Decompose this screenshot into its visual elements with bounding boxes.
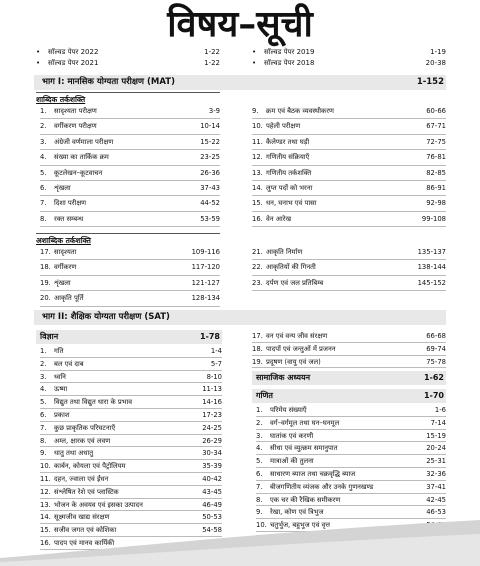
verbal-list-left xyxy=(40,104,220,227)
list-item xyxy=(252,196,446,211)
item-pages: 37-41 xyxy=(426,482,446,491)
item-number: 16. xyxy=(252,214,263,223)
item-label: पादपों एवं जन्तुओं में प्रजनन xyxy=(266,344,336,353)
list-item xyxy=(40,422,222,435)
item-pages: 7-14 xyxy=(430,418,446,427)
science-title: विज्ञान xyxy=(40,332,59,341)
item-label: मात्राओं की तुलना xyxy=(270,457,314,466)
item-label: सीधा एवं व्युत्क्रम समानुपात xyxy=(270,444,338,453)
item-pages: 1-6 xyxy=(434,406,446,414)
item-number: 5. xyxy=(40,398,47,407)
item-number: 17. xyxy=(40,248,51,256)
item-number: 13. xyxy=(252,168,263,177)
item-label: आकृति निर्माण xyxy=(266,248,303,256)
item-pages: 128-134 xyxy=(191,294,220,303)
item-pages: 20-24 xyxy=(426,444,446,453)
item-number: 7. xyxy=(40,423,47,432)
math-pages: 1-70 xyxy=(423,391,444,400)
item-label: वर्गीकरण परीक्षण xyxy=(54,122,97,131)
list-item xyxy=(40,345,222,358)
item-label: वन एवं वन्य जीव संरक्षण xyxy=(266,332,328,340)
item-number: 16. xyxy=(40,538,51,547)
item-number: 1. xyxy=(256,406,263,414)
item-number: 22. xyxy=(252,263,263,272)
social-title: सामाजिक अध्ययन xyxy=(256,373,311,382)
item-label: कूटलेखन–कूटवाचन xyxy=(54,168,103,177)
list-item xyxy=(252,47,446,58)
list-item xyxy=(40,135,220,150)
item-label: संख्या का तार्किक क्रम xyxy=(54,153,109,162)
item-pages: 15-22 xyxy=(200,137,220,146)
list-item xyxy=(256,506,446,519)
list-item xyxy=(252,58,446,69)
item-label: सादृश्यता परीक्षण xyxy=(54,107,97,115)
item-label: सॉल्वड पेपर 2022 xyxy=(48,48,99,56)
item-number: 10. xyxy=(256,521,267,530)
item-pages: 86-91 xyxy=(426,183,446,192)
item-label: क्रम एवं बैठक व्यवस्थीकरण xyxy=(266,107,334,115)
list-item xyxy=(36,47,220,58)
list-item xyxy=(252,245,446,260)
item-pages: 72-75 xyxy=(426,137,446,146)
item-number: 6. xyxy=(256,469,263,478)
list-item xyxy=(40,486,222,499)
list-item xyxy=(256,494,446,507)
item-label: धातु तथा अधातु xyxy=(54,449,94,458)
list-item xyxy=(252,260,446,275)
item-number: 6. xyxy=(40,410,47,419)
item-label: शृंखला xyxy=(54,183,71,192)
item-pages: 135-137 xyxy=(417,248,446,256)
item-pages: 46-49 xyxy=(202,500,222,509)
nonverbal-list-right xyxy=(252,245,446,291)
list-item xyxy=(256,455,446,468)
item-label: ऊष्मा xyxy=(54,385,68,394)
part1-title: भाग I: मानसिक योग्यता परीक्षण (MAT) xyxy=(42,77,175,87)
item-pages: 92-98 xyxy=(426,199,446,208)
item-number: 9. xyxy=(40,449,47,458)
item-label: विद्युत तथा विद्युत धारा के प्रभाव xyxy=(54,398,133,407)
nonverbal-heading: अशाब्दिक तर्कशक्ति xyxy=(36,233,220,246)
nonverbal-list-left xyxy=(40,245,220,307)
item-pages: 40-42 xyxy=(202,474,222,483)
item-pages: 145-152 xyxy=(417,278,446,287)
bullet-icon: • xyxy=(252,48,257,56)
item-pages: 1-22 xyxy=(204,48,220,56)
list-item xyxy=(252,135,446,150)
list-item xyxy=(252,104,446,119)
list-item xyxy=(40,447,222,460)
verbal-list-right xyxy=(252,104,446,227)
item-pages: 26-36 xyxy=(200,168,220,177)
item-pages: 117-120 xyxy=(191,263,220,272)
item-pages: 23-25 xyxy=(200,153,220,162)
item-label: चतुर्भुज, बहुभुज एवं वृत्त xyxy=(270,521,330,530)
item-label: अम्ल, क्षारक एवं लवण xyxy=(54,436,111,445)
item-pages: 8-10 xyxy=(206,372,222,381)
item-label: सॉल्वड पेपर 2019 xyxy=(264,48,315,56)
list-item xyxy=(40,181,220,196)
list-item xyxy=(40,499,222,512)
list-item xyxy=(256,417,446,430)
item-number: 7. xyxy=(256,482,263,491)
item-number: 2. xyxy=(40,359,47,368)
bullet-icon: • xyxy=(36,59,41,67)
item-pages: 121-127 xyxy=(191,278,220,287)
item-number: 3. xyxy=(256,431,263,440)
item-pages: 42-45 xyxy=(426,495,446,504)
item-pages: 50-53 xyxy=(202,513,222,522)
item-label: आकृतियों की गिनती xyxy=(266,263,316,272)
item-pages: 14-16 xyxy=(202,398,222,407)
science-cont-list xyxy=(252,330,446,368)
item-number: 12. xyxy=(252,153,263,162)
item-label: प्रकाश xyxy=(54,410,70,419)
item-number: 15. xyxy=(40,526,51,535)
item-pages: 53-59 xyxy=(200,214,220,223)
item-label: एक चर की रैखिक समीकरण xyxy=(270,495,341,504)
list-item xyxy=(40,104,220,119)
list-item xyxy=(256,404,446,417)
list-item xyxy=(40,435,222,448)
item-pages: 44-52 xyxy=(200,199,220,208)
item-label: वर्ग–वर्गमूल तथा घन–घनमूल xyxy=(270,418,340,427)
item-pages: 138-144 xyxy=(417,263,446,272)
item-number: 10. xyxy=(40,462,51,471)
list-item xyxy=(40,371,222,384)
social-heading xyxy=(252,371,446,385)
item-number: 21. xyxy=(252,248,263,256)
item-number: 3. xyxy=(40,372,47,381)
item-number: 20. xyxy=(40,294,51,303)
item-number: 2. xyxy=(40,122,47,131)
list-item xyxy=(40,245,220,260)
item-label: घातांक एवं करणी xyxy=(270,431,314,440)
list-item xyxy=(252,181,446,196)
item-pages: 25-31 xyxy=(426,457,446,466)
list-item xyxy=(40,473,222,486)
item-number: 23. xyxy=(252,278,263,287)
item-pages: 10-14 xyxy=(200,122,220,131)
item-label: धन, घनाभ एवं पासा xyxy=(266,199,317,208)
item-pages: 60-66 xyxy=(426,107,446,115)
item-pages: 76-81 xyxy=(426,153,446,162)
list-item xyxy=(40,166,220,181)
item-number: 11. xyxy=(40,474,51,483)
item-pages: 17-23 xyxy=(202,410,222,419)
list-item xyxy=(252,150,446,165)
item-label: प्रदूषण (वायु एवं जल) xyxy=(266,357,321,366)
item-label: गणितीय तर्कशक्ति xyxy=(266,168,312,177)
list-item xyxy=(252,212,446,227)
item-label: पादप एवं मानव कार्यिकी xyxy=(54,538,115,547)
item-number: 8. xyxy=(256,495,263,504)
item-label: संश्लेषित रेशे एवं प्लास्टिक xyxy=(54,487,119,496)
page-title: विषय–सूची xyxy=(167,3,313,45)
item-pages: 1-22 xyxy=(204,59,220,67)
list-item xyxy=(40,276,220,291)
list-item xyxy=(256,430,446,443)
list-item xyxy=(252,356,446,369)
item-label: कैलेण्डर तथा घड़ी xyxy=(266,137,310,146)
item-pages: 5-7 xyxy=(210,359,222,368)
item-pages: 66-68 xyxy=(426,332,446,340)
item-number: 14. xyxy=(40,513,51,522)
item-label: बल एवं दाब xyxy=(54,359,84,368)
social-pages: 1-62 xyxy=(423,373,444,382)
item-pages: 82-85 xyxy=(426,168,446,177)
list-item xyxy=(40,119,220,134)
item-pages: 67-71 xyxy=(426,122,446,131)
item-number: 12. xyxy=(40,487,51,496)
item-pages: 109-116 xyxy=(191,248,220,256)
item-number: 15. xyxy=(252,199,263,208)
footer-swoosh-shape xyxy=(0,520,480,566)
list-item xyxy=(40,150,220,165)
item-number: 9. xyxy=(252,107,259,115)
item-number: 3. xyxy=(40,137,47,146)
item-number: 18. xyxy=(40,263,51,272)
item-pages: 35-39 xyxy=(202,462,222,471)
item-number: 6. xyxy=(40,183,47,192)
item-pages: 46-53 xyxy=(426,508,446,517)
science-pages: 1-78 xyxy=(199,332,220,341)
item-label: वर्गीकरण xyxy=(54,263,77,272)
item-number: 18. xyxy=(252,344,263,353)
list-item xyxy=(40,383,222,396)
item-pages: 32-36 xyxy=(426,469,446,478)
verbal-heading: शाब्दिक तर्कशक्ति xyxy=(36,92,220,105)
part1-pages: 1-152 xyxy=(416,77,444,87)
list-item xyxy=(252,343,446,356)
science-heading xyxy=(36,330,222,344)
list-item xyxy=(252,276,446,291)
item-pages: 11-13 xyxy=(202,385,222,394)
item-label: गति xyxy=(54,347,64,355)
item-pages: 30-34 xyxy=(202,449,222,458)
item-label: सॉल्वड पेपर 2021 xyxy=(48,59,99,67)
item-label: वेन आरेख xyxy=(266,214,291,223)
item-pages: 24-25 xyxy=(202,423,222,432)
item-number: 13. xyxy=(40,500,51,509)
item-label: अंग्रेजी वर्णमाला परीक्षण xyxy=(54,137,114,146)
list-item xyxy=(40,291,220,306)
item-pages: 54-58 xyxy=(202,526,222,535)
solved-papers-right xyxy=(252,47,446,69)
item-number: 8. xyxy=(40,214,47,223)
item-label: गणितीय संक्रियाएँ xyxy=(266,153,310,162)
item-number: 4. xyxy=(256,444,263,453)
list-item xyxy=(256,481,446,494)
item-pages: 99-108 xyxy=(421,214,446,223)
part2-title: भाग II: शैक्षिक योग्यता परीक्षण (SAT) xyxy=(42,312,170,322)
list-item xyxy=(40,460,222,473)
item-pages: 26-29 xyxy=(202,436,222,445)
item-number: 17. xyxy=(252,332,263,340)
math-heading xyxy=(252,389,446,403)
list-item xyxy=(40,358,222,371)
list-item xyxy=(40,260,220,275)
item-label: दर्पण एवं जल प्रतिबिम्ब xyxy=(266,278,324,287)
item-number: 19. xyxy=(40,278,51,287)
item-label: परिमेय संख्याएँ xyxy=(270,406,307,414)
item-pages: 1-19 xyxy=(430,48,446,56)
item-label: साधारण ब्याज तथा चक्रवृद्धि ब्याज xyxy=(270,469,356,478)
item-pages: 1-4 xyxy=(210,347,222,355)
part2-header xyxy=(34,310,446,325)
list-item xyxy=(256,468,446,481)
item-label: आकृति पूर्ति xyxy=(54,294,84,303)
item-label: कुछ प्राकृतिक परिघटनाएँ xyxy=(54,423,116,432)
item-pages: 15-19 xyxy=(426,431,446,440)
item-label: शृंखला xyxy=(54,278,71,287)
item-label: कार्बन, कोयला एवं पैट्रोलियम xyxy=(54,462,126,471)
list-item xyxy=(252,166,446,181)
item-number: 9. xyxy=(256,508,263,517)
solved-papers-left xyxy=(36,47,220,69)
item-number: 14. xyxy=(252,183,263,192)
list-item xyxy=(36,58,220,69)
bullet-icon: • xyxy=(252,59,257,67)
item-label: भोजन के अवयव एवं इसका उत्पादन xyxy=(54,500,143,509)
math-title: गणित xyxy=(256,391,273,400)
item-label: ध्वनि xyxy=(54,372,66,381)
item-number: 7. xyxy=(40,199,47,208)
list-item xyxy=(256,442,446,455)
item-label: पहेली परीक्षण xyxy=(266,122,301,131)
item-number: 10. xyxy=(252,122,263,131)
part1-header xyxy=(34,75,446,90)
item-label: रेखा, कोण एवं त्रिभुज xyxy=(270,508,324,517)
bullet-icon: • xyxy=(36,48,41,56)
item-label: दिशा परीक्षण xyxy=(54,199,87,208)
list-item xyxy=(40,196,220,211)
item-number: 1. xyxy=(40,107,47,115)
item-label: दहन, ज्वाला एवं ईंधन xyxy=(54,474,109,483)
list-item xyxy=(252,119,446,134)
item-label: सजीव जगत एवं कोशिका xyxy=(54,526,117,535)
item-number: 4. xyxy=(40,153,47,162)
item-pages: 3-9 xyxy=(208,107,220,115)
item-number: 5. xyxy=(256,457,263,466)
item-number: 1. xyxy=(40,347,47,355)
item-number: 19. xyxy=(252,357,263,366)
item-number: 11. xyxy=(252,137,263,146)
item-label: सूक्ष्मजीव खाद्य संरक्षण xyxy=(54,513,110,522)
item-label: सॉल्वड पेपर 2018 xyxy=(264,59,315,67)
item-label: बीजगणितीय व्यंजक और उनके गुणनखण्ड xyxy=(270,482,374,491)
item-pages: 20-38 xyxy=(425,59,446,67)
item-pages: 69-74 xyxy=(426,344,446,353)
item-number: 2. xyxy=(256,418,263,427)
list-item xyxy=(252,330,446,343)
list-item xyxy=(40,396,222,409)
item-number: 8. xyxy=(40,436,47,445)
item-pages: 37-43 xyxy=(200,183,220,192)
item-label: सादृश्यता xyxy=(54,248,77,256)
item-pages: 43-45 xyxy=(202,487,222,496)
item-label: लुप्त पदों को भरना xyxy=(266,183,313,192)
item-label: रक्त सम्बन्ध xyxy=(54,214,84,223)
list-item xyxy=(40,409,222,422)
item-number: 4. xyxy=(40,385,47,394)
list-item xyxy=(40,212,220,227)
item-pages: 75-78 xyxy=(426,357,446,366)
item-number: 5. xyxy=(40,168,47,177)
